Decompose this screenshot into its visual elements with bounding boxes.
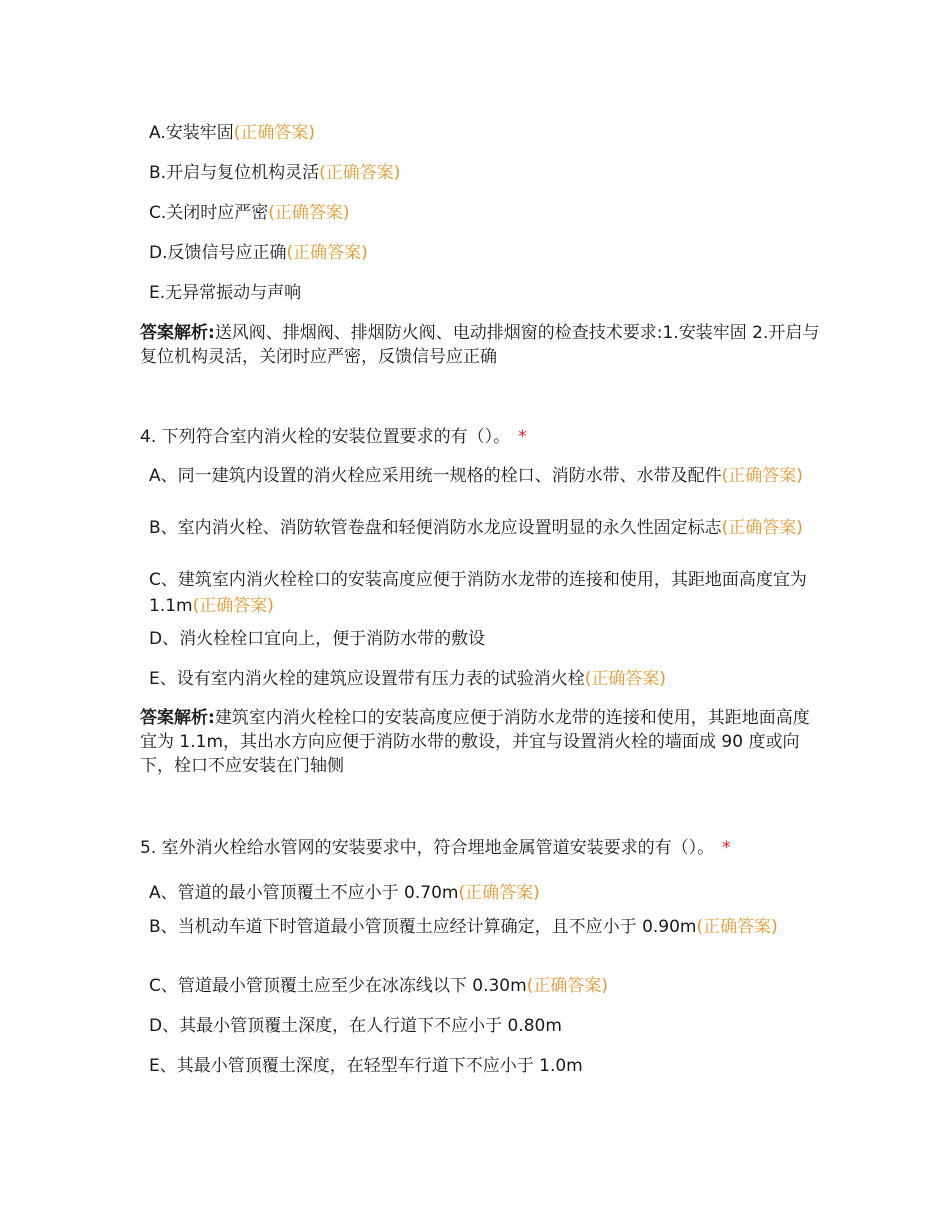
option-text: E、设有室内消火栓的建筑应设置带有压力表的试验消火栓: [149, 669, 585, 689]
required-asterisk: *: [722, 838, 731, 858]
correct-answer-mark: (正确答案): [319, 163, 401, 183]
option-text: A.安装牢固: [149, 123, 234, 143]
option-q5-b: [149, 914, 809, 973]
option-text: B.开启与复位机构灵活: [149, 163, 320, 183]
option-text: C.关闭时应严密: [149, 203, 269, 223]
correct-answer-mark: (正确答案): [458, 883, 540, 903]
answer-analysis-q3: [140, 321, 820, 369]
question-title-text: 5. 室外消火栓给水管网的安装要求中，符合埋地金属管道安装要求的有（）。: [140, 838, 715, 858]
question-5-options: [140, 880, 820, 1093]
question-3-options: [140, 120, 820, 320]
analysis-label: 答案解析:: [140, 708, 215, 728]
option-text: C、管道最小管顶覆土应至少在冰冻线以下 0.30m: [149, 976, 527, 996]
option-q3-d: [149, 240, 809, 280]
option-q5-c: [149, 973, 809, 1013]
correct-answer-mark: (正确答案): [721, 518, 803, 538]
option-q3-a: [149, 120, 809, 160]
option-q3-e: [149, 280, 809, 320]
option-q5-a: [149, 880, 809, 914]
option-q3-c: [149, 200, 809, 240]
answer-analysis-q4: [140, 706, 820, 778]
question-4-title: [140, 424, 820, 450]
option-q4-d: [149, 626, 809, 666]
correct-answer-mark: (正确答案): [268, 203, 350, 223]
correct-answer-mark: (正确答案): [286, 243, 368, 263]
option-text: D、其最小管顶覆土深度，在人行道下不应小于 0.80m: [149, 1016, 562, 1036]
option-q3-b: [149, 160, 809, 200]
correct-answer-mark: (正确答案): [696, 917, 778, 937]
option-text: B、室内消火栓、消防软管卷盘和轻便消防水龙应设置明显的永久性固定标志: [149, 518, 722, 538]
option-text: D.反馈信号应正确: [149, 243, 287, 263]
option-q4-e: [149, 666, 809, 706]
option-text: E.无异常振动与声响: [149, 283, 302, 303]
option-text: C、建筑室内消火栓栓口的安装高度应便于消防水龙带的连接和使用，其距地面高度宜为 1.1m: [149, 570, 807, 616]
option-text: D、消火栓栓口宜向上，便于消防水带的敷设: [149, 629, 486, 649]
analysis-text: 送风阀、排烟阀、排烟防火阀、电动排烟窗的检查技术要求:1.安装牢固 2.开启与复位机构灵活，关闭时应严密，反馈信号应正确: [140, 323, 820, 367]
option-text: B、当机动车道下时管道最小管顶覆土应经计算确定，且不应小于 0.90m: [149, 917, 697, 937]
option-q4-c: [149, 567, 809, 626]
correct-answer-mark: (正确答案): [526, 976, 608, 996]
correct-answer-mark: (正确答案): [584, 669, 667, 689]
correct-answer-mark: (正确答案): [721, 466, 803, 486]
option-text: A、管道的最小管顶覆土不应小于 0.70m: [149, 883, 459, 903]
required-asterisk: *: [518, 427, 527, 447]
option-q4-b: [149, 515, 809, 567]
correct-answer-mark: (正确答案): [233, 123, 315, 143]
option-q5-d: [149, 1013, 809, 1053]
analysis-label: 答案解析:: [140, 323, 215, 343]
option-text: A、同一建筑内设置的消火栓应采用统一规格的栓口、消防水带、水带及配件: [149, 466, 722, 486]
question-title-text: 4. 下列符合室内消火栓的安装位置要求的有（）。: [140, 427, 511, 447]
analysis-text: 建筑室内消火栓栓口的安装高度应便于消防水龙带的连接和使用，其距地面高度宜为 1.1m，其出水方向应便于消防水带的敷设，并宜与设置消火栓的墙面成 90 度或向下，栓口不应安装在门轴侧: [140, 708, 810, 776]
question-4-options: [140, 463, 820, 706]
correct-answer-mark: (正确答案): [192, 596, 274, 616]
question-5-title: [140, 835, 820, 861]
option-text: E、其最小管顶覆土深度，在轻型车行道下不应小于 1.0m: [149, 1056, 583, 1076]
option-q5-e: [149, 1053, 809, 1093]
option-q4-a: [149, 463, 809, 515]
